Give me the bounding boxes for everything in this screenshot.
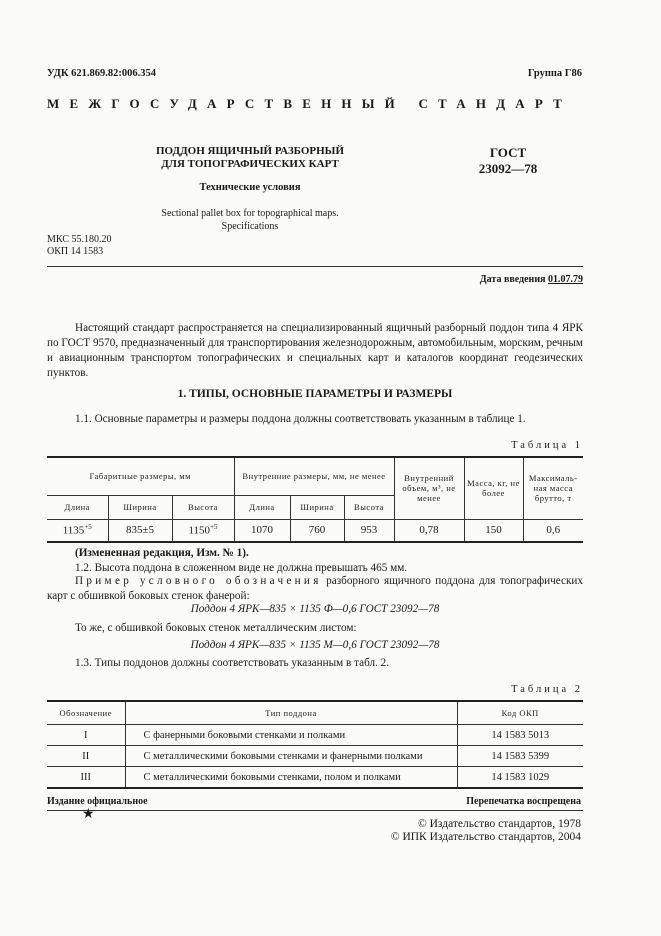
clause-1-1: 1.1. Основные параметры и размеры поддона должны соответствовать указанным в таблице 1. (75, 413, 526, 425)
designation-metal: Поддон 4 ЯРК—835 × 1135 М—0,6 ГОСТ 23092—78 (190, 639, 440, 651)
cell-designation: III (47, 767, 125, 789)
header-height: Высота (172, 495, 234, 519)
english-title-line-1: Sectional pallet box for topographical maps. (161, 208, 339, 219)
effective-date-value: 01.07.79 (548, 274, 583, 285)
document-title (130, 145, 370, 171)
header-pallet-type: Тип поддона (125, 701, 457, 725)
cell-width: 835±5 (108, 519, 172, 542)
header-designation: Обозначение (47, 701, 125, 725)
header-inner-width: Ширина (290, 495, 344, 519)
effective-date (480, 274, 583, 285)
header-inner-volume: Внутренний объем, м³, не менее (394, 457, 464, 519)
cell-inner-length: 1070 (234, 519, 290, 542)
document-subtitle: Технические условия (199, 182, 301, 193)
header-width: Ширина (108, 495, 172, 519)
udk-code: УДК 621.869.82:006.354 (47, 68, 156, 79)
cell-type: С металлическими боковыми стенками и фанерными полками (125, 746, 457, 767)
gost-label: ГОСТ (489, 145, 527, 160)
effective-date-label: Дата введения (479, 274, 546, 285)
example-text: разборного ящичного поддона для топографических карт с обшивкой боковых стенок фанерой: (47, 575, 584, 602)
cell-okp: 14 1583 5399 (457, 746, 583, 767)
title-line-2: ДЛЯ ТОПОГРАФИЧЕСКИХ КАРТ (161, 158, 339, 170)
cell-inner-height: 953 (344, 519, 394, 542)
classification-codes (47, 234, 111, 258)
cell-volume: 0,78 (394, 519, 464, 542)
copyright-2004: © ИПК Издательство стандартов, 2004 (390, 831, 581, 843)
cell-height: $1150^{+5}$ (172, 519, 234, 542)
section-1-heading: 1. ТИПЫ, ОСНОВНЫЕ ПАРАМЕТРЫ И РАЗМЕРЫ (177, 388, 453, 400)
header-okp-code: Код ОКП (457, 701, 583, 725)
table-row (47, 519, 583, 542)
english-title (130, 207, 370, 233)
table-1-label: Таблица 1 (511, 440, 583, 451)
english-title-line-2: Specifications (221, 221, 279, 232)
example-paragraph (47, 574, 583, 604)
table-row (47, 725, 583, 746)
header-inner-dimensions: Внутренние размеры, мм, не менее (234, 457, 394, 495)
cell-type: С фанерными боковыми стенками и полками (125, 725, 457, 746)
cell-inner-width: 760 (290, 519, 344, 542)
title-line-1: ПОДДОН ЯЩИЧНЫЙ РАЗБОРНЫЙ (155, 145, 345, 157)
metal-variant-text: То же, с обшивкой боковых стенок металлическим листом: (75, 622, 357, 634)
cell-mass: 150 (464, 519, 523, 542)
cell-okp: 14 1583 5013 (457, 725, 583, 746)
reprint-prohibited: Перепечатка воспрещена (466, 796, 581, 807)
table-row (47, 767, 583, 789)
header-inner-length: Длина (234, 495, 290, 519)
header-inner-height: Высота (344, 495, 394, 519)
footer-divider (47, 810, 583, 811)
designation-plywood: Поддон 4 ЯРК—835 × 1135 Ф—0,6 ГОСТ 23092—78 (190, 603, 440, 615)
cell-max-mass: 0,6 (523, 519, 583, 542)
table-2 (47, 700, 583, 789)
header-length: Длина (47, 495, 108, 519)
example-heading: Пример условного обозначения (75, 575, 322, 587)
header-divider (47, 266, 583, 267)
cell-type: С металлическими боковыми стенками, полом и полками (125, 767, 457, 789)
cell-designation: I (47, 725, 125, 746)
table-1 (47, 456, 583, 543)
mks-code: МКС 55.180.20 (47, 234, 112, 245)
intro-paragraph: Настоящий стандарт распространяется на специализированный ящичный разборный поддон типа 4 ЯРК по ГОСТ 9570, предназначенный для транспортирования железнодорожным, автомобильным, морским, речным и авиационным транспортом топографических и специальных карт и каталогов координат геодезических пунктов. (47, 322, 583, 379)
star-icon: ★ (82, 807, 95, 822)
copyright (391, 818, 581, 844)
header-mass: Масса, кг, не более (464, 457, 523, 519)
cell-designation: II (47, 746, 125, 767)
table-2-label: Таблица 2 (511, 684, 583, 695)
standard-banner: МЕЖГОСУДАРСТВЕННЫЙ СТАНДАРТ (47, 96, 573, 111)
clause-1-2: 1.2. Высота поддона в сложенном виде не должна превышать 465 мм. (75, 562, 408, 574)
gost-code: 23092—78 (478, 161, 538, 176)
gost-number (468, 145, 548, 177)
okp-code: ОКП 14 1583 (47, 246, 104, 257)
copyright-1978: © Издательство стандартов, 1978 (417, 818, 581, 830)
table-row (47, 746, 583, 767)
official-edition: Издание официальное (47, 796, 148, 807)
header-overall-dimensions: Габаритные размеры, мм (47, 457, 234, 495)
clause-1-3: 1.3. Типы поддонов должны соответствовать указанным в табл. 2. (75, 657, 390, 669)
group-code: Группа Г86 (527, 68, 582, 79)
edit-note: (Измененная редакция, Изм. № 1). (75, 547, 249, 559)
cell-okp: 14 1583 1029 (457, 767, 583, 789)
header-max-gross-mass: Максималь-ная масса брутто, т (523, 457, 583, 519)
cell-length: $1135^{+5}$ (47, 519, 108, 542)
